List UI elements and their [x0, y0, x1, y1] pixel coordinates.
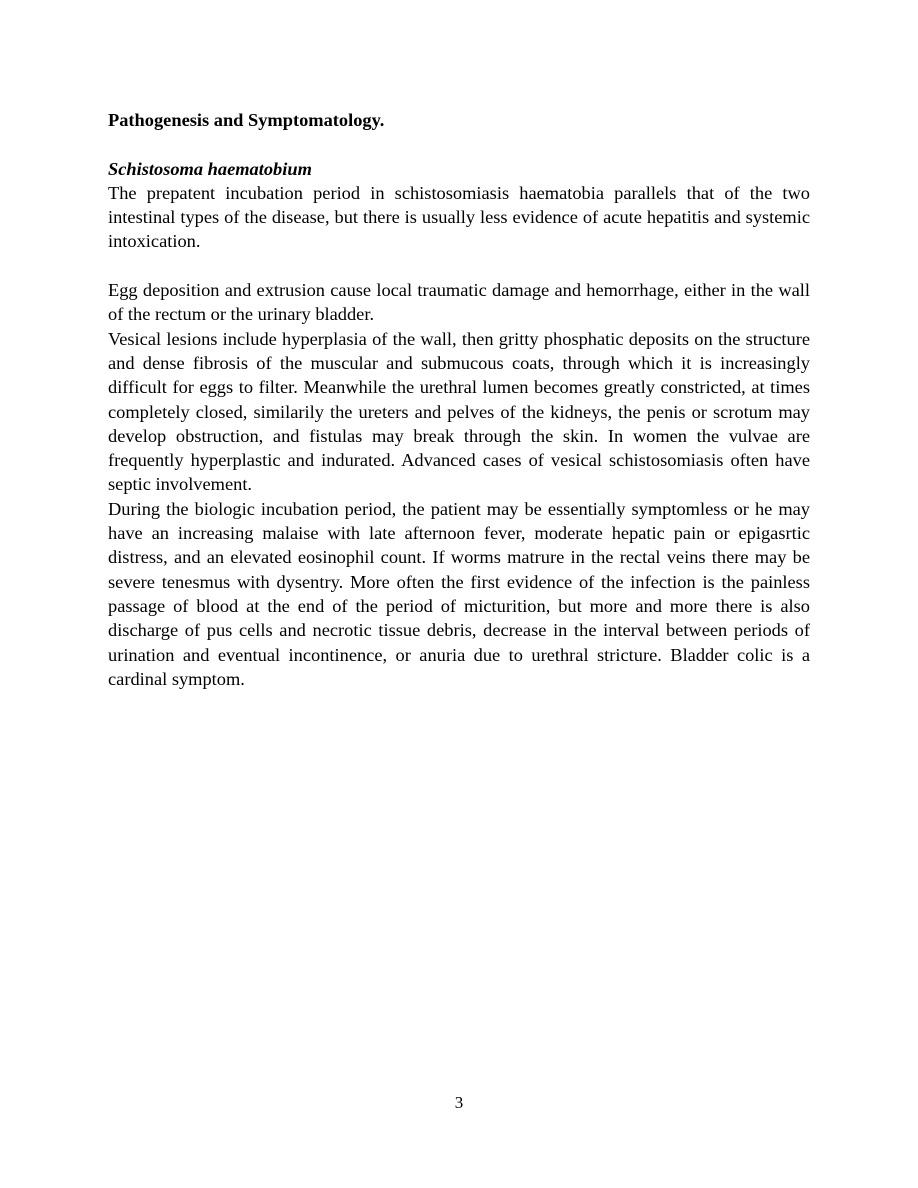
paragraph-egg-deposition: Egg deposition and extrusion cause local traumatic damage and hemorrhage, either in the wall of the rectum or the urinary bladder. [108, 280, 810, 325]
paragraph-symptoms: During the biologic incubation period, the patient may be essentially symptomless or he may have an increasing malaise with late afternoon fever, moderate hepatic pain or epigasrtic distress, and an elevated eosinophil count. If worms matrure in the rectal veins there may be severe tenesmus with dysentry. More often the first evidence of the infection is the painless passage of blood at the end of the period of micturition, but more and more there is also discharge of pus cells and necrotic tissue debris, decrease in the interval between periods of urination and eventual incontinence, or anuria due to urethral stricture. Bladder colic is a cardinal symptom. [108, 498, 810, 689]
page-content [108, 108, 810, 691]
paragraph-vesical-lesions: Vesical lesions include hyperplasia of the wall, then gritty phosphatic deposits on the structure and dense fibrosis of the muscular and submucous coats, through which it is increasingly difficult for eggs to filter. Meanwhile the urethral lumen becomes greatly constricted, at times completely closed, similarily the ureters and pelves of the kidneys, the penis or scrotum may develop obstruction, and fistulas may break through the skin. In women the vulvae are frequently hyperplastic and indurated. Advanced cases of vesical schistosomiasis often have septic involvement. [108, 328, 810, 495]
subsection-heading: Schistosoma haematobium [108, 158, 312, 179]
paragraph-incubation: The prepatent incubation period in schistosomiasis haematobia parallels that of the two intestinal types of the disease, but there is usually less evidence of acute hepatitis and systemic intoxication. [108, 182, 810, 252]
section-heading: Pathogenesis and Symptomatology. [108, 110, 385, 130]
paragraph-gap [108, 254, 810, 278]
page-number: 3 [454, 1093, 464, 1112]
